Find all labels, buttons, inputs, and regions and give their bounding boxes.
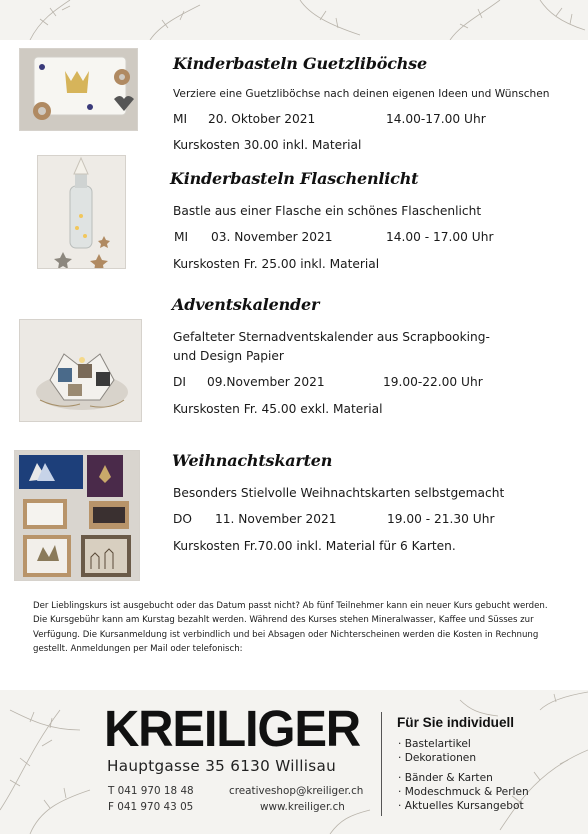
store-address: Hauptgasse 35 6130 Willisau [107,757,337,775]
course-title: Adventskalender [172,295,320,314]
course-day: DO [173,512,192,526]
service-item: · Aktuelles Kursangebot [398,800,524,812]
advent-calendar-photo [19,319,142,422]
website-link[interactable]: www.kreiliger.ch [260,801,345,813]
christmas-cards-photo [14,450,140,581]
botanical-header-band [0,0,588,40]
service-label: Aktuelles Kursangebot [404,800,524,812]
course-time: 14.00-17.00 Uhr [386,112,486,126]
service-item: · Dekorationen [398,752,477,764]
course-cost: Kurskosten Fr.70.00 inkl. Material für 6 Karten. [173,539,456,553]
service-item: · Bastelartikel [398,738,471,750]
fax-number: F 041 970 43 05 [108,801,194,813]
course-description: Verziere eine Guetzliböchse nach deinen eigenen Ideen und Wünschen [173,88,550,100]
email-link[interactable]: creativeshop@kreiliger.ch [229,785,364,797]
course-cost: Kurskosten 30.00 inkl. Material [173,138,362,152]
course-date: 09.November 2021 [207,375,325,389]
service-item: · Bänder & Karten [398,772,493,784]
service-label: Dekorationen [404,752,477,764]
course-day: MI [173,112,188,126]
registration-notice: Der Lieblingskurs ist ausgebucht oder das Datum passt nicht? Ab fünf Teilnehmer kann ein neuer Kurs gebucht werden. Die Kursgebühr kann am Kurstag bezahlt werden. Während des Kurses stehen Mineralwasser, Kaffee und Süsses zur Verfügung. Die Kursanmeldung ist verbindlich und bei Absagen oder Nichterscheinen werden die Kosten in Rechnung gestellt. Anmeldungen per Mail oder telefonisch: [33,601,548,654]
service-label: Modeschmuck & Perlen [404,786,529,798]
service-item: · Modeschmuck & Perlen [398,786,529,798]
brand-logo: KREILIGER [104,701,360,758]
service-label: Bastelartikel [404,738,471,750]
course-title: Kinderbasteln Guetzliböchse [173,54,427,73]
course-date: 03. November 2021 [211,230,333,244]
course-time: 19.00 - 21.30 Uhr [387,512,495,526]
course-day: DI [173,375,186,389]
course-cost: Kurskosten Fr. 25.00 inkl. Material [173,257,380,271]
cookie-tin-photo [19,48,138,131]
course-title: Kinderbasteln Flaschenlicht [170,169,419,188]
course-cost: Kurskosten Fr. 45.00 exkl. Material [173,402,383,416]
service-label: Bänder & Karten [404,772,493,784]
course-time: 14.00 - 17.00 Uhr [386,230,494,244]
course-date: 20. Oktober 2021 [208,112,316,126]
tagline: Für Sie individuell [397,715,515,730]
course-date: 11. November 2021 [215,512,337,526]
course-time: 19.00-22.00 Uhr [383,375,483,389]
course-description: Bastle aus einer Flasche ein schönes Flaschenlicht [173,204,482,218]
course-description: Gefalteter Sternadventskalender aus Scrapbooking- und Design Papier [173,330,490,363]
phone-number: T 041 970 18 48 [108,785,194,797]
bottle-light-photo [37,155,126,269]
course-day: MI [174,230,189,244]
botanical-pattern-icon [0,0,588,40]
course-title: Weihnachtskarten [172,451,333,470]
course-description: Besonders Stielvolle Weihnachtskarten selbstgemacht [173,486,505,500]
footer-divider [381,712,382,816]
